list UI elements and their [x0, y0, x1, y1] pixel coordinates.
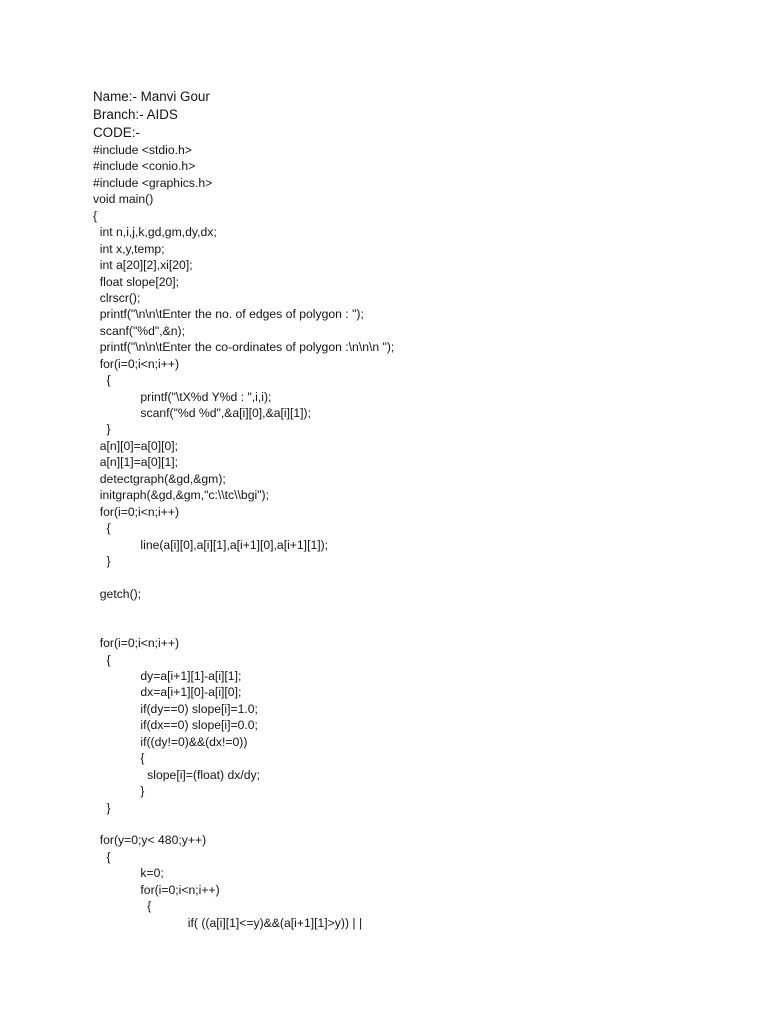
- code-line: [93, 602, 733, 618]
- code-line: detectgraph(&gd,&gm);: [93, 471, 226, 486]
- code-line: clrscr();: [93, 290, 141, 305]
- code-line: scanf("%d %d",&a[i][0],&a[i][1]);: [93, 406, 311, 420]
- code-line: [93, 816, 733, 832]
- code-line: if( ((a[i][1]<=y)&&(a[i+1][1]>y)) | |: [93, 915, 363, 930]
- code-line: dy=a[i+1][1]-a[i][1];: [93, 669, 242, 683]
- student-name: Name:- Manvi Gour: [93, 89, 210, 104]
- code-line: }: [93, 553, 111, 568]
- code-line: void main(): [93, 192, 154, 207]
- code-line: if(dy==0) slope[i]=1.0;: [93, 701, 258, 716]
- code-line: {: [93, 849, 111, 864]
- code-line: {: [93, 751, 145, 766]
- code-line: {: [93, 373, 111, 388]
- code-line: {: [93, 521, 111, 536]
- code-line: {: [93, 899, 152, 914]
- code-line: a[n][0]=a[0][0];: [93, 438, 179, 453]
- code-line: #include <stdio.h>: [93, 143, 192, 157]
- code-line: printf("\n\n\tEnter the no. of edges of polygon : ");: [93, 307, 364, 322]
- code-line: int x,y,temp;: [93, 241, 165, 256]
- code-line: initgraph(&gd,&gm,"c:\\tc\\bgi");: [93, 488, 269, 503]
- code-line: dx=a[i+1][0]-a[i][0];: [93, 685, 242, 700]
- code-listing: [93, 142, 733, 931]
- code-line: }: [93, 422, 111, 437]
- code-line: for(i=0;i<n;i++): [93, 882, 220, 897]
- code-line: #include <graphics.h>: [93, 175, 213, 190]
- code-line: int a[20][2],xi[20];: [93, 258, 193, 273]
- code-line: k=0;: [93, 866, 164, 881]
- code-line: if((dy!=0)&&(dx!=0)): [93, 734, 248, 749]
- code-label: CODE:-: [93, 125, 140, 140]
- code-line: scanf("%d",&n);: [93, 323, 185, 338]
- code-line: #include <conio.h>: [93, 159, 196, 174]
- code-line: for(i=0;i<n;i++): [93, 356, 180, 371]
- code-line: float slope[20];: [93, 274, 180, 289]
- code-line: getch();: [93, 586, 142, 601]
- code-line: for(i=0;i<n;i++): [93, 636, 180, 651]
- code-line: slope[i]=(float) dx/dy;: [93, 767, 260, 782]
- code-line: }: [93, 784, 145, 799]
- code-line: int n,i,j,k,gd,gm,dy,dx;: [93, 225, 217, 240]
- code-line: for(y=0;y< 480;y++): [93, 833, 207, 848]
- code-line: line(a[i][0],a[i][1],a[i+1][0],a[i+1][1]);: [93, 537, 329, 552]
- code-line: {: [93, 208, 98, 223]
- code-line: printf("\tX%d Y%d : ",i,i);: [93, 389, 272, 404]
- code-line: for(i=0;i<n;i++): [93, 504, 180, 519]
- student-branch: Branch:- AIDS: [93, 107, 178, 122]
- code-line: }: [93, 800, 111, 815]
- code-line: if(dx==0) slope[i]=0.0;: [93, 718, 258, 733]
- code-line: [93, 569, 733, 585]
- code-line: a[n][1]=a[0][1];: [93, 455, 179, 470]
- document-body: [93, 88, 733, 931]
- code-line: [93, 619, 733, 635]
- code-line: printf("\n\n\tEnter the co-ordinates of polygon :\n\n\n ");: [93, 340, 395, 355]
- code-line: {: [93, 652, 111, 667]
